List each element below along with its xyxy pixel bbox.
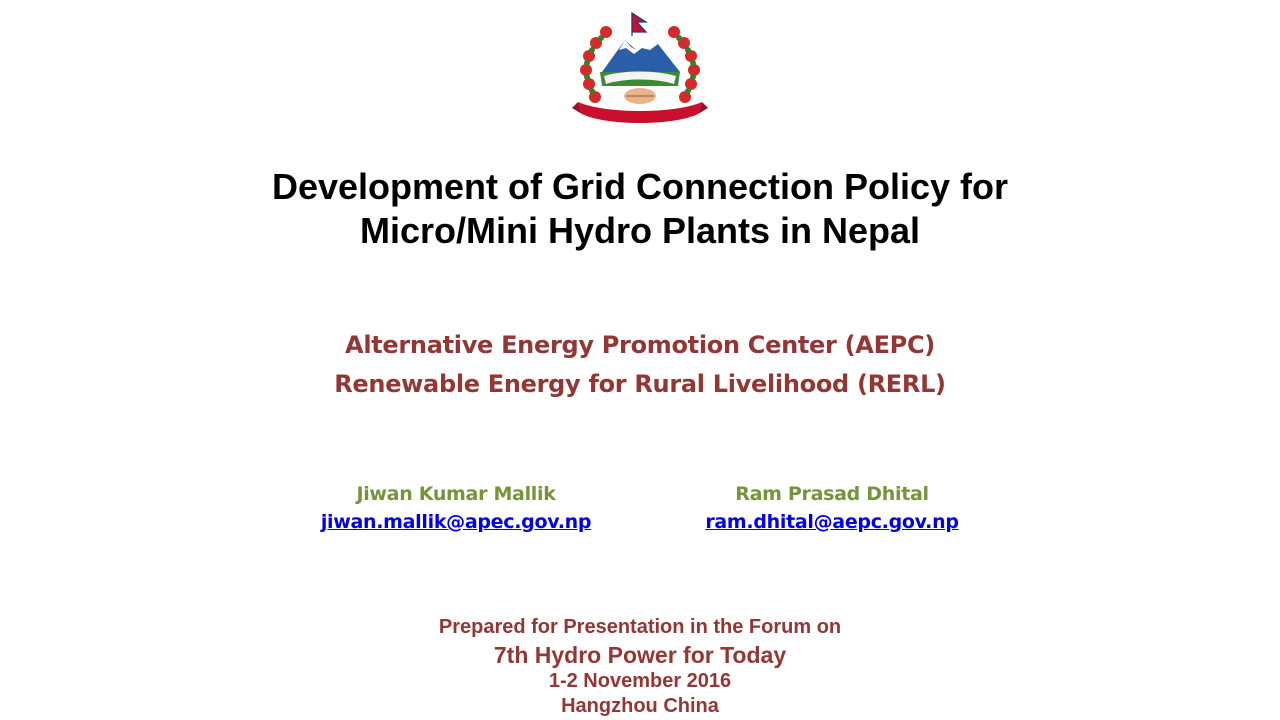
author-block-1: [300, 481, 612, 537]
author-name: Ram Prasad Dhital: [735, 483, 929, 505]
author-email-link[interactable]: ram.dhital@aepc.gov.np: [705, 511, 959, 533]
slide-title-line-1: Development of Grid Connection Policy for: [271, 166, 1009, 207]
nepal-coat-of-arms-icon: [570, 10, 710, 132]
slide-title-line-2: Micro/Mini Hydro Plants in Nepal: [359, 210, 921, 251]
organization-aepc: Alternative Energy Promotion Center (AEPC): [345, 331, 935, 359]
event-name: 7th Hydro Power for Today: [493, 642, 787, 668]
flag-icon: [632, 13, 646, 36]
author-block-2: [690, 481, 974, 537]
organization-rerl: Renewable Energy for Rural Livelihood (RERL): [334, 370, 946, 398]
event-date: 1-2 November 2016: [548, 670, 732, 692]
event-location: Hangzhou China: [561, 695, 719, 717]
event-intro: Prepared for Presentation in the Forum on: [438, 616, 842, 638]
author-email-link[interactable]: jiwan.mallik@apec.gov.np: [320, 511, 592, 533]
author-name: Jiwan Kumar Mallik: [356, 483, 556, 505]
